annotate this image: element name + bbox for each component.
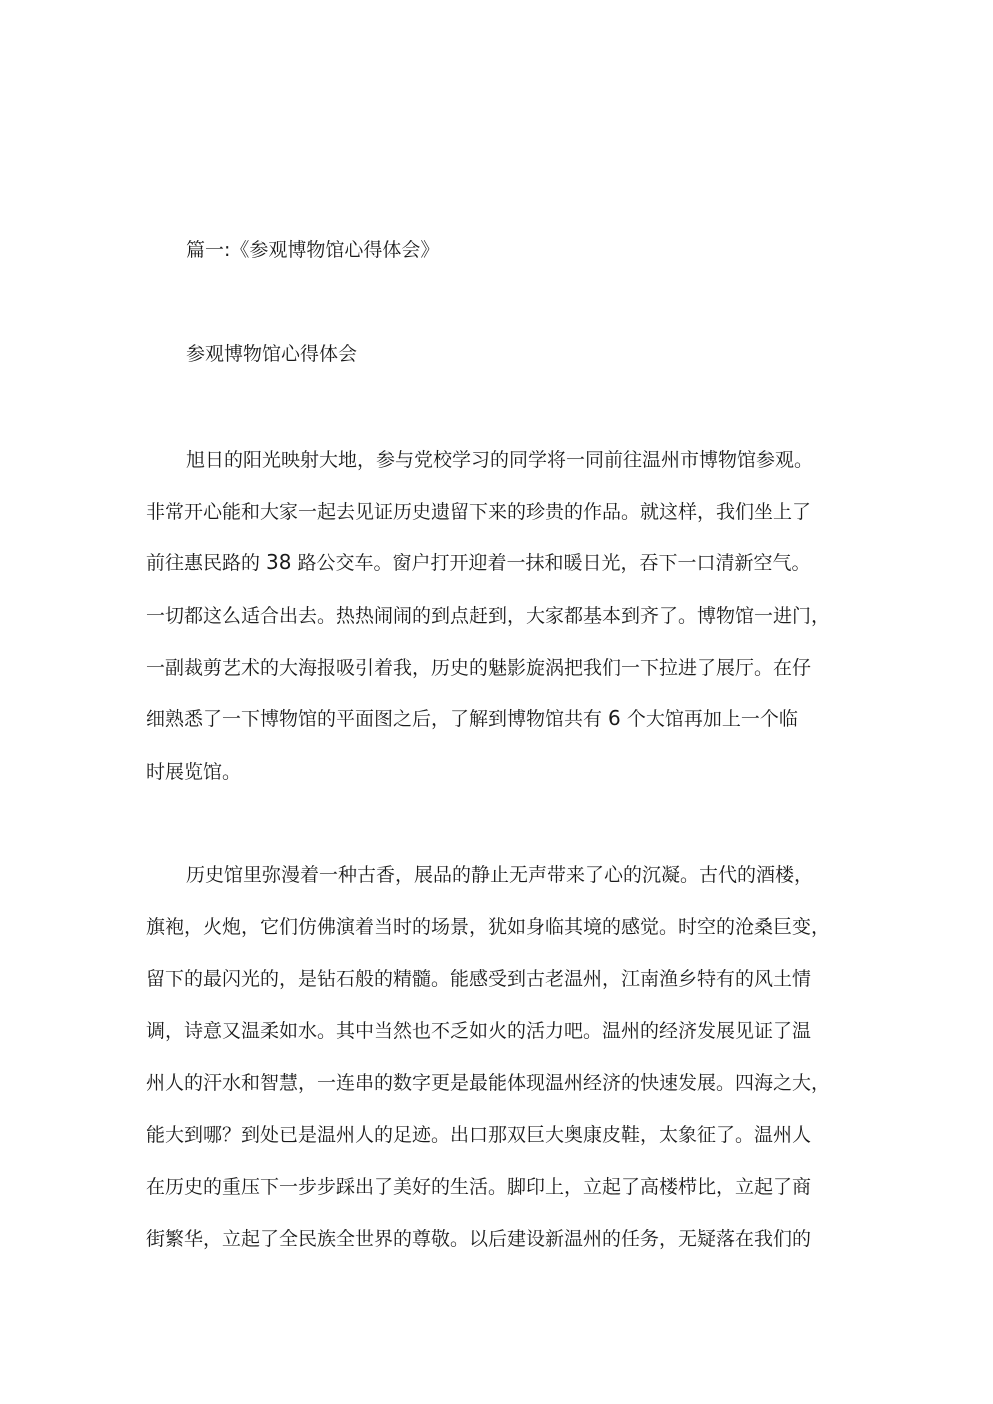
paragraph-text: 前往惠民路的: [146, 552, 267, 574]
paragraph-line: 能大到哪？到处已是温州人的足迹。出口那双巨大奥康皮鞋，太象征了。温州人: [146, 1124, 812, 1146]
paragraph-line: 时展览馆。: [146, 761, 242, 783]
hall-count: 6: [608, 706, 621, 730]
paragraph-line: 非常开心能和大家一起去见证历史遗留下来的珍贵的作品。就这样，我们坐上了: [146, 501, 812, 523]
paragraph-line: 街繁华，立起了全民族全世界的尊敬。以后建设新温州的任务，无疑落在我们的: [146, 1228, 812, 1250]
paragraph-text: 路公交车。窗户打开迎着一抹和暖日光，吞下一口清新空气。: [291, 552, 811, 574]
paragraph-line: 旗袍，火炮，它们仿佛演着当时的场景，犹如身临其境的感觉。时空的沧桑巨变，: [146, 916, 831, 938]
paragraph-line: 州人的汗水和智慧，一连串的数字更是最能体现温州经济的快速发展。四海之大，: [146, 1072, 831, 1094]
document-heading: 篇一:《参观博物馆心得体会》: [186, 239, 440, 261]
paragraph-line: 一切都这么适合出去。热热闹闹的到点赶到，大家都基本到齐了。博物馆一进门，: [146, 605, 831, 627]
paragraph-line: 留下的最闪光的，是钻石般的精髓。能感受到古老温州，江南渔乡特有的风土情: [146, 968, 812, 990]
paragraph-line: 历史馆里弥漫着一种古香，展品的静止无声带来了心的沉凝。古代的酒楼，: [186, 864, 814, 886]
paragraph-line: 在历史的重压下一步步踩出了美好的生活。脚印上，立起了高楼栉比，立起了商: [146, 1176, 812, 1198]
paragraph-line: [146, 705, 798, 732]
paragraph-line: [146, 549, 811, 576]
paragraph-line: 一副裁剪艺术的大海报吸引着我，历史的魅影旋涡把我们一下拉进了展厅。在仔: [146, 657, 812, 679]
paragraph-text: 细熟悉了一下博物馆的平面图之后，了解到博物馆共有: [146, 708, 609, 730]
paragraph-line: 调，诗意又温柔如水。其中当然也不乏如火的活力吧。温州的经济发展见证了温: [146, 1020, 812, 1042]
bus-number: 38: [266, 550, 292, 574]
paragraph-line: 旭日的阳光映射大地，参与党校学习的同学将一同前往温州市博物馆参观。: [186, 449, 814, 471]
document-subtitle: 参观博物馆心得体会: [186, 343, 358, 365]
paragraph-text: 个大馆再加上一个临: [620, 708, 798, 730]
